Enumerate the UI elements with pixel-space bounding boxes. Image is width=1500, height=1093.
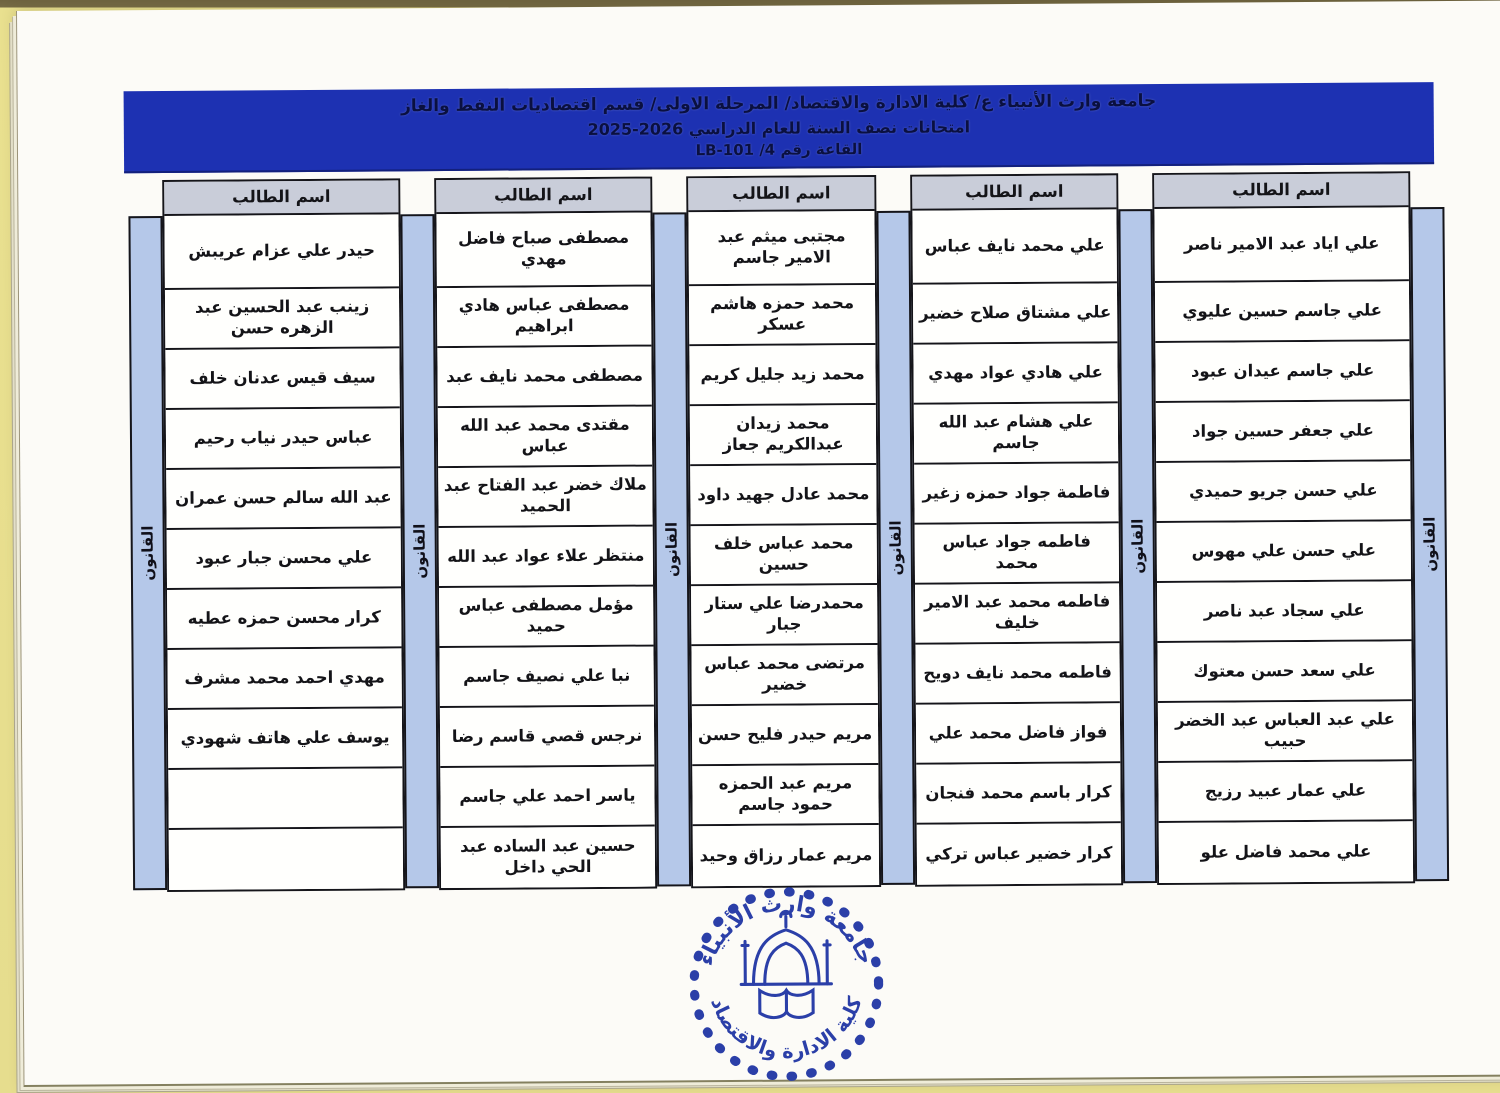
student-name: مهدي احمد محمد مشرف: [184, 667, 385, 688]
law-strip: [1118, 209, 1157, 883]
student-name: كرار محسن حمزه عطيه: [187, 607, 381, 628]
student-name: فاطمه جواد عباس محمد: [942, 531, 1092, 573]
student-name: محمدرضا علي ستار جبار: [704, 593, 864, 634]
student-name-cell: [1158, 701, 1412, 763]
student-name-cell: [437, 347, 651, 408]
student-name: حسين عبد الساده عبد الحي داخل: [459, 836, 636, 877]
student-name: علي جاسم حسين عليوي: [1182, 300, 1383, 321]
student-name: علي محمد فاضل علو: [1200, 841, 1372, 862]
names-column: [434, 177, 657, 891]
student-name-cell: [1158, 761, 1412, 823]
student-name: مريم عبد الحمزه حمود جاسم: [718, 773, 853, 814]
student-name: نبا علي نصيف جاسم: [463, 665, 631, 686]
student-name-cell: [913, 283, 1117, 344]
student-name-header: اسم الطالب: [1154, 173, 1408, 209]
law-strip: [400, 214, 439, 888]
stamp-bottom-text: كلية الادارة والاقتصاد: [706, 993, 867, 1064]
student-name: كرار خضير عباس تركي: [925, 843, 1113, 864]
law-strip-label: القانون: [1128, 518, 1147, 574]
student-name-cell: [690, 405, 876, 466]
scanned-page: [16, 1, 1500, 1087]
student-name: يوسف علي هاتف شهودي: [180, 727, 390, 748]
student-name-cell: [1156, 401, 1410, 463]
law-strip: [876, 211, 915, 885]
student-name: مصطفى صباح فاضل مهدي: [458, 228, 630, 269]
student-name: مصطفى عباس هادي ابراهيم: [458, 295, 630, 336]
student-name: فواز فاضل محمد علي: [928, 722, 1108, 743]
student-name: مصطفى محمد نايف عبد: [446, 365, 644, 386]
student-name-cell: [690, 465, 876, 526]
law-strip-label: القانون: [410, 523, 429, 579]
student-name-cell: [438, 467, 652, 528]
student-name-cell: [165, 348, 399, 410]
class-table: [686, 175, 915, 889]
student-name: علي سعد حسن معتوك: [1193, 660, 1376, 681]
law-strip-label: القانون: [662, 521, 681, 578]
student-name-header: اسم الطالب: [912, 175, 1116, 210]
student-name-cell: [440, 767, 654, 828]
student-name: مؤمل مصطفى عباس حميد: [458, 595, 634, 636]
student-name-cell: [912, 209, 1117, 284]
student-name: علي حسن جريو حميدي: [1189, 480, 1378, 501]
student-name-cell: [916, 703, 1120, 764]
student-name: محمد عادل جهيد داود: [697, 483, 870, 504]
law-strip-label: القانون: [886, 520, 905, 576]
student-name-cell: [1155, 281, 1409, 343]
student-name: علي جاسم عيدان عبود: [1190, 360, 1375, 381]
class-table: [1152, 171, 1449, 885]
student-name-cell: [692, 765, 878, 826]
student-name-cell: [914, 463, 1118, 524]
student-name-cell: [439, 587, 653, 648]
student-name-cell: [436, 213, 651, 288]
title-line-university: جامعة وارث الأنبياء ع/ كلية الادارة والاقتصاد/ المرحلة الاولى/ قسم اقتصاديات النفط والغاز: [401, 91, 1157, 117]
title-line-exam: امتحانات نصف السنة للعام الدراسي 2026-2025: [587, 117, 971, 140]
names-column: [686, 175, 881, 888]
student-name: علي جعفر حسين جواد: [1191, 420, 1374, 441]
student-name: ياسر احمد علي جاسم: [459, 785, 636, 806]
student-name-cell: [168, 768, 402, 830]
student-name-cell: [441, 827, 655, 888]
student-name: محمد زيدان عبدالكريم جعاز: [722, 413, 844, 455]
student-name-header: اسم الطالب: [688, 177, 874, 212]
student-name-cell: [438, 407, 652, 468]
student-name-cell: [167, 528, 401, 590]
law-strip-label: القانون: [1420, 516, 1439, 572]
student-name-cell: [916, 763, 1120, 824]
student-name: عبد الله سالم حسن عمران: [175, 487, 392, 508]
student-name: ملاك خضر عبد الفتاح عبد الحميد: [443, 474, 647, 516]
student-name-cell: [1156, 461, 1410, 523]
student-name-cell: [1154, 207, 1409, 283]
student-name: مجتبى ميثم عبد الامير جاسم: [717, 226, 846, 268]
class-table: [162, 178, 439, 892]
student-name-cell: [913, 343, 1117, 404]
student-name: فاطمه محمد عبد الامير خليف: [923, 591, 1111, 633]
law-strip: [1410, 207, 1449, 881]
student-name: علي عمار عبيد رزيج: [1204, 780, 1367, 801]
student-name: فاطمة جواد حمزه زغير: [922, 482, 1111, 503]
student-name-cell: [915, 643, 1119, 704]
student-name: كرار باسم محمد فنجان: [925, 782, 1112, 803]
student-name-cell: [691, 525, 877, 586]
stamp-shrine-icon: [741, 911, 832, 1018]
student-name: مريم حيدر فليح حسن: [697, 723, 873, 744]
student-name: عباس حيدر نياب رحيم: [193, 427, 373, 448]
student-name-cell: [1157, 521, 1411, 583]
student-name: زينب عبد الحسين عبد الزهره حسن: [194, 296, 370, 338]
student-name-cell: [693, 825, 879, 886]
student-name-cell: [439, 527, 653, 588]
student-name: منتظر علاء عواد عبد الله: [447, 545, 645, 566]
student-name: علي محمد نايف عباس: [924, 235, 1105, 256]
student-name-cell: [914, 403, 1118, 464]
student-name-cell: [164, 214, 399, 290]
student-name-cell: [691, 645, 877, 706]
class-table: [434, 176, 691, 890]
student-name: فاطمه محمد نايف دويح: [923, 662, 1113, 683]
student-name: علي سجاد عبد ناصر: [1203, 600, 1365, 621]
student-name-cell: [688, 211, 875, 286]
names-column: [910, 173, 1123, 886]
student-name-cell: [167, 588, 401, 650]
student-name-cell: [166, 468, 400, 530]
student-name-cell: [915, 583, 1119, 644]
student-name-cell: [437, 287, 651, 348]
student-name: علي اياد عبد الامير ناصر: [1183, 233, 1380, 254]
student-name: نرجس قصي قاسم رضا: [451, 725, 643, 746]
class-table: [910, 173, 1157, 887]
student-name: محمد عباس خلف حسين: [713, 533, 854, 574]
student-name: حيدر علي عزام عريبش: [188, 240, 376, 261]
names-column: [162, 178, 405, 892]
stamp-top-text: جامعة وارث الأنبياء: [693, 890, 879, 969]
law-strip-label: القانون: [138, 525, 157, 581]
law-strip: [128, 216, 167, 890]
student-name-cell: [689, 345, 875, 406]
law-strip: [652, 212, 691, 886]
student-name-cell: [915, 523, 1119, 584]
student-name-cell: [1157, 641, 1411, 703]
student-name-cell: [1157, 581, 1411, 643]
student-name-cell: [691, 585, 877, 646]
student-name-cell: [1159, 821, 1413, 883]
student-name-cell: [166, 408, 400, 470]
student-name-cell: [168, 708, 402, 770]
student-name: علي هادي عواد مهدي: [928, 362, 1103, 383]
student-name-cell: [440, 707, 654, 768]
student-name: سيف قيس عدنان خلف: [189, 367, 376, 388]
student-name-cell: [689, 285, 875, 346]
student-name-cell: [692, 705, 878, 766]
student-name: علي عبد العباس عبد الخضر حبيب: [1174, 709, 1395, 751]
student-name: علي مشتاق صلاح خضير: [919, 302, 1112, 323]
student-name: علي محسن جبار عبود: [195, 547, 373, 568]
student-name-cell: [169, 828, 403, 890]
student-name: محمد حمزه هاشم عسكر: [710, 293, 855, 334]
university-stamp: [683, 881, 889, 1087]
student-name-cell: [917, 823, 1121, 884]
student-name-header: اسم الطالب: [436, 179, 650, 214]
student-name: علي هشام عبد الله جاسم: [938, 411, 1094, 453]
student-name: مقتدى محمد عبد الله عباس: [460, 415, 630, 456]
title-line-room: القاعة رقم 4/ LB-101: [695, 140, 863, 160]
names-column: [1152, 171, 1415, 885]
student-name-cell: [439, 647, 653, 708]
student-name-header: اسم الطالب: [164, 180, 398, 216]
student-name: مريم عمار رزاق وحيد: [699, 844, 873, 865]
title-band: [124, 82, 1435, 173]
student-name: مرتضى محمد عباس خضير: [704, 653, 866, 694]
student-name: محمد زيد جليل كريم: [700, 363, 865, 384]
student-name-cell: [167, 648, 401, 710]
student-name-cell: [1155, 341, 1409, 403]
student-name-cell: [165, 288, 399, 350]
student-tables-row: [128, 171, 1449, 892]
student-name: علي حسن علي مهوس: [1191, 540, 1377, 561]
